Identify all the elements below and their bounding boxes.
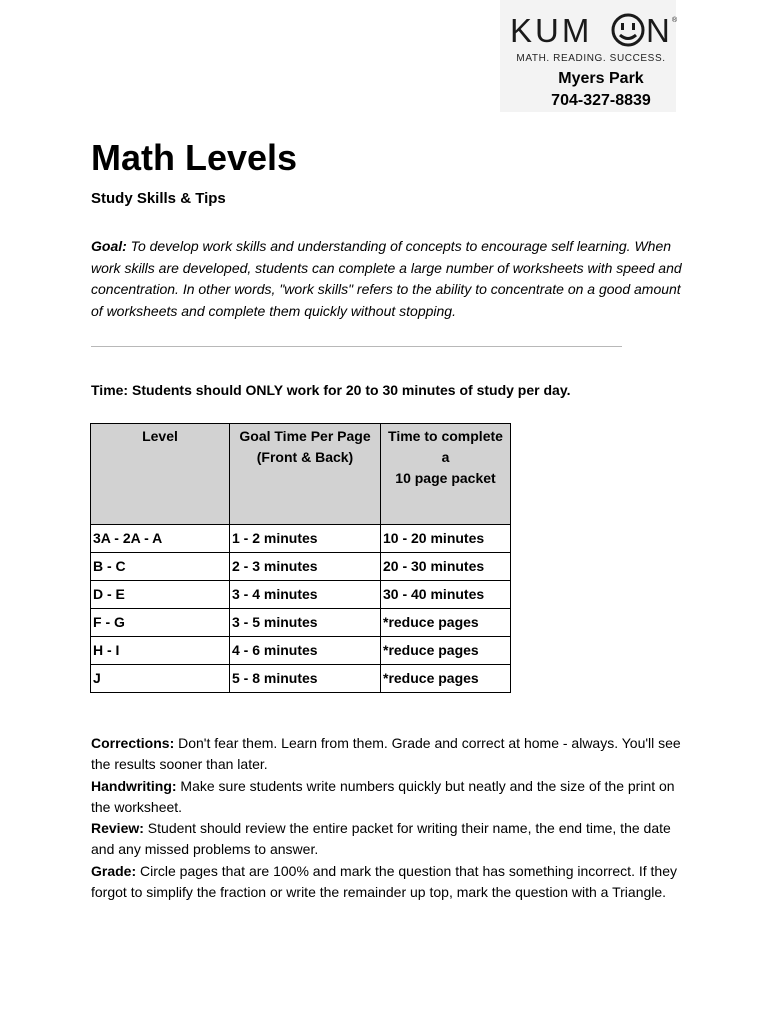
cell-level: F - G [91, 609, 230, 637]
cell-packet-time: *reduce pages [381, 637, 511, 665]
page-subtitle: Study Skills & Tips [91, 190, 226, 207]
cell-packet-time: 30 - 40 minutes [381, 581, 511, 609]
time-note: Time: Students should ONLY work for 20 to 30 minutes of study per day. [91, 382, 571, 398]
cell-goal-time: 2 - 3 minutes [230, 553, 381, 581]
cell-packet-time: 20 - 30 minutes [381, 553, 511, 581]
note-text: Circle pages that are 100% and mark the question that has something incorrect. If they forgot to simplify the fraction or write the remainder up top, mark the question with a Triangle. [91, 862, 677, 901]
center-info [510, 68, 692, 112]
table-row [91, 665, 511, 693]
header-level: Level [91, 424, 230, 525]
cell-level: H - I [91, 637, 230, 665]
note-review [91, 818, 691, 861]
note-corrections [91, 733, 691, 776]
goal-paragraph [91, 236, 691, 322]
logo-letters-kum: KUM [510, 12, 593, 49]
header-packet-time: Time to complete a 10 page packet [381, 424, 511, 525]
table-header-row [91, 424, 511, 525]
note-label: Corrections: [91, 735, 175, 751]
study-notes [91, 733, 691, 903]
note-text: Don't fear them. Learn from them. Grade and correct at home - always. You'll see the results sooner than later. [91, 735, 681, 773]
cell-level: J [91, 665, 230, 693]
center-phone: 704-327-8839 [551, 92, 651, 109]
table-row [91, 525, 511, 553]
logo-letter-n: N [646, 12, 670, 49]
cell-packet-time: *reduce pages [381, 665, 511, 693]
note-grade [91, 861, 691, 904]
note-handwriting [91, 776, 691, 819]
cell-packet-time: *reduce pages [381, 609, 511, 637]
goal-label: Goal: [91, 238, 127, 254]
goal-text: To develop work skills and understanding of concepts to encourage self learning. When work skills are developed, students can complete a large number of worksheets with speed and concentration. In other words, "work skills" refers to the ability to concentrate on a good amount of worksheets and complete them quickly without stopping. [91, 238, 682, 319]
math-levels-table [90, 423, 511, 693]
note-label: Handwriting: [91, 777, 177, 794]
table-row [91, 637, 511, 665]
table-row [91, 553, 511, 581]
table-row [91, 581, 511, 609]
svg-text:®: ® [672, 17, 678, 24]
logo-tagline: MATH. READING. SUCCESS. [516, 53, 666, 64]
section-divider [91, 346, 622, 347]
note-text: Make sure students write numbers quickly but neatly and the size of the print on the worksheet. [91, 777, 675, 815]
smiley-o-icon [613, 15, 643, 45]
cell-goal-time: 3 - 4 minutes [230, 581, 381, 609]
cell-goal-time: 4 - 6 minutes [230, 637, 381, 665]
cell-level: 3A - 2A - A [91, 525, 230, 553]
cell-level: B - C [91, 553, 230, 581]
note-text: Student should review the entire packet for writing their name, the end time, the date and any missed problems to answer. [91, 820, 671, 858]
cell-goal-time: 3 - 5 minutes [230, 609, 381, 637]
table-row [91, 609, 511, 637]
note-label: Review: [91, 820, 144, 837]
center-location: Myers Park [558, 70, 644, 87]
note-label: Grade: [91, 862, 137, 879]
page-title: Math Levels [91, 137, 298, 178]
cell-goal-time: 1 - 2 minutes [230, 525, 381, 553]
header-goal-time: Goal Time Per Page (Front & Back) [230, 424, 381, 525]
cell-level: D - E [91, 581, 230, 609]
cell-packet-time: 10 - 20 minutes [381, 525, 511, 553]
kumon-logo [510, 11, 678, 49]
cell-goal-time: 5 - 8 minutes [230, 665, 381, 693]
